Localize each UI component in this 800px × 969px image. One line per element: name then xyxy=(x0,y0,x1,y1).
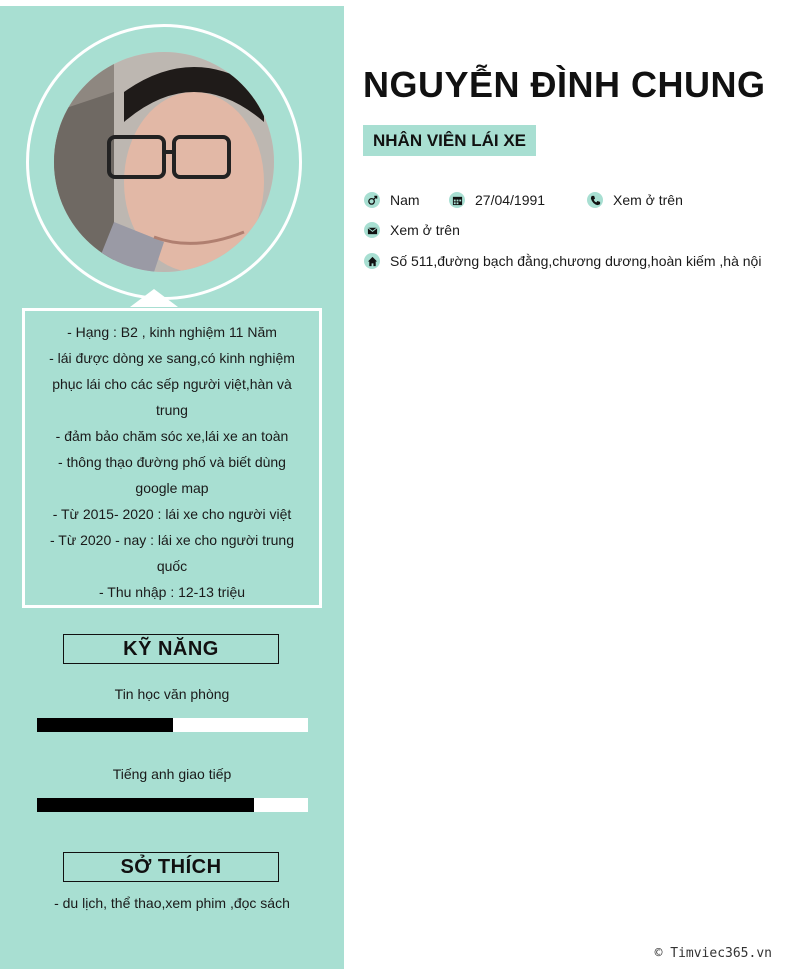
phone-icon xyxy=(587,192,603,208)
summary-line: - thông thạo đường phố và biết dùng google map xyxy=(58,454,286,496)
sidebar xyxy=(0,6,344,969)
skill-label: Tiếng anh giao tiếp xyxy=(112,766,232,782)
skill-bar-fill xyxy=(37,798,254,812)
skill-bar-fill xyxy=(37,718,173,732)
gender-icon xyxy=(364,192,380,208)
calendar-icon xyxy=(449,192,465,208)
footer-credit: © Timviec365.vn xyxy=(654,946,772,961)
candidate-name: NGUYỄN ĐÌNH CHUNG xyxy=(363,64,766,105)
skill-bar xyxy=(37,718,308,732)
avatar-pointer xyxy=(130,289,178,307)
home-icon xyxy=(364,253,380,269)
email-value: Xem ở trên xyxy=(390,222,460,238)
skill-label: Tin học văn phòng xyxy=(114,686,230,702)
birthday-info xyxy=(449,192,545,208)
email-info xyxy=(364,222,460,238)
summary-line: - Từ 2015- 2020 : lái xe cho người việt xyxy=(52,506,292,522)
address-value: Số 511,đường bạch đằng,chương dương,hoàn kiếm ,hà nội xyxy=(390,253,762,269)
job-title: NHÂN VIÊN LÁI XE xyxy=(363,125,536,156)
skills-title: KỸ NĂNG xyxy=(63,634,279,664)
gender-value: Nam xyxy=(390,192,420,208)
birthday-value: 27/04/1991 xyxy=(475,192,546,208)
hobbies-text: - du lịch, thể thao,xem phim ,đọc sách xyxy=(54,895,290,911)
address-info xyxy=(364,253,761,269)
summary-box xyxy=(22,308,322,608)
summary-line: - Thu nhập : 12-13 triệu xyxy=(98,584,246,600)
hobbies-title: SỞ THÍCH xyxy=(63,852,279,882)
summary-line: - lái được dòng xe sang,có kinh nghiệm phục lái cho các sếp người việt,hàn và trung xyxy=(49,350,295,418)
summary-line: - Từ 2020 - nay : lái xe cho người trung quốc xyxy=(49,532,294,574)
phone-value: Xem ở trên xyxy=(613,192,683,208)
gender-info xyxy=(364,192,420,208)
summary-line: - đảm bảo chăm sóc xe,lái xe an toàn xyxy=(55,428,289,444)
phone-info xyxy=(587,192,683,208)
email-icon xyxy=(364,222,380,238)
skill-bar xyxy=(37,798,308,812)
summary-line: - Hạng : B2 , kinh nghiệm 11 Năm xyxy=(67,324,277,340)
avatar xyxy=(54,52,274,272)
